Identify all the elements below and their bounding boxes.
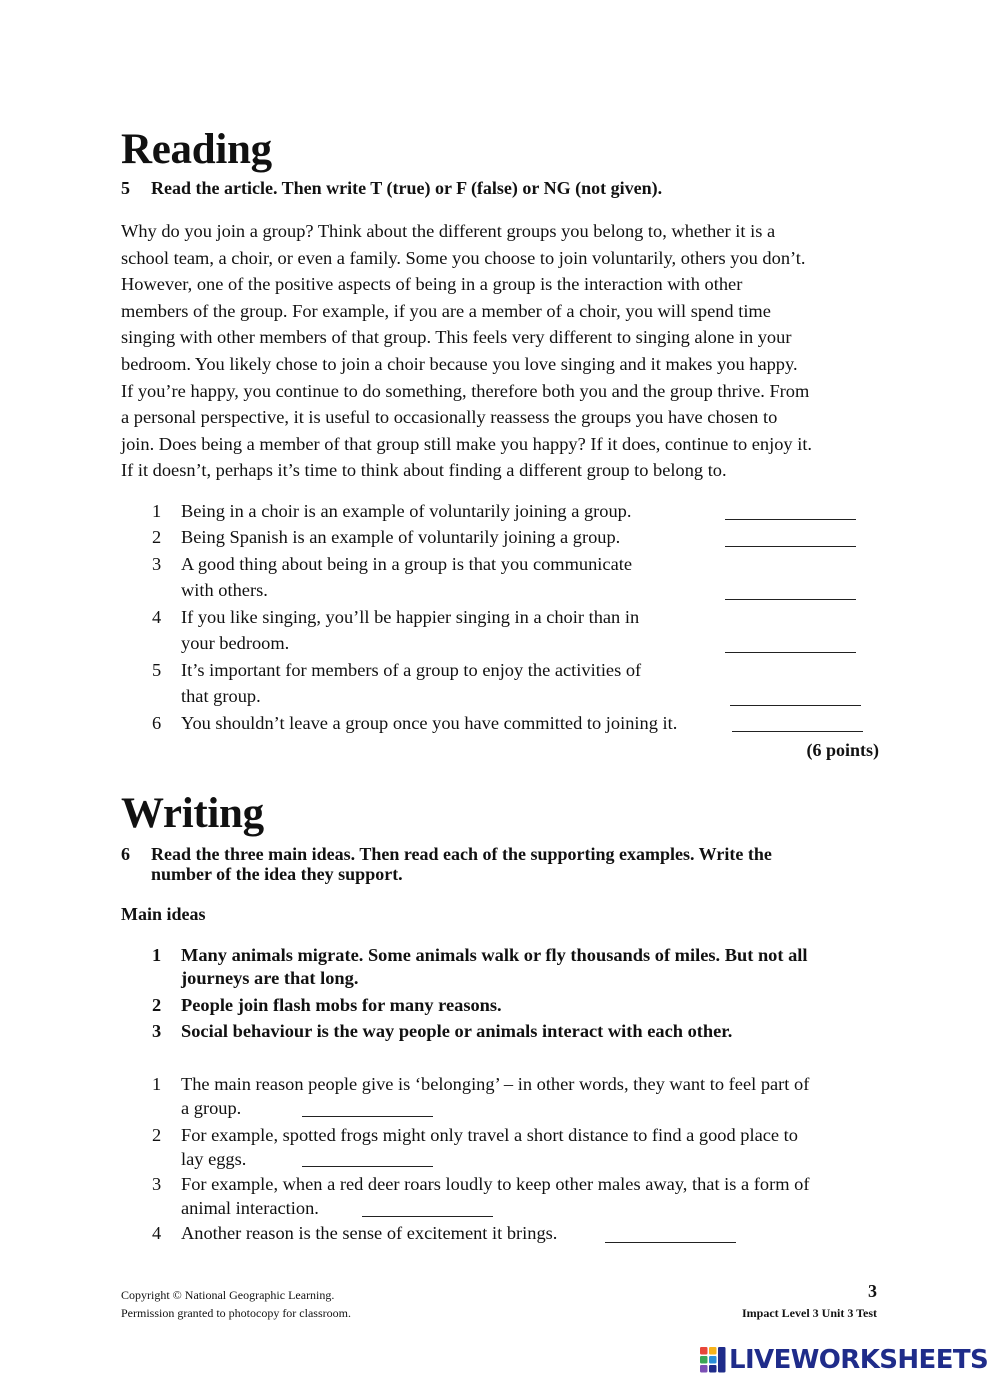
example-text: For example, spotted frogs might only travel a short distance to find a good place to (181, 1125, 798, 1145)
question-number: 2 (152, 527, 162, 547)
article-line: bedroom. You likely chose to join a choir because you love singing and it makes you happy. (121, 353, 798, 374)
question-number: 6 (152, 713, 162, 733)
main-idea-number: 1 (152, 945, 162, 965)
answer-blank[interactable] (605, 1242, 736, 1243)
main-idea-text: Many animals migrate. Some animals walk or fly thousands of miles. But not all (181, 945, 808, 965)
article-line: However, one of the positive aspects of being in a group is the interaction with other (121, 274, 743, 295)
question-item (152, 657, 712, 710)
example-text: For example, when a red deer roars loudly to keep other males away, that is a form of (181, 1174, 810, 1194)
question-item (152, 604, 712, 657)
writing-instruction (121, 844, 921, 884)
liveworksheets-wordmark: LIVEWORKSHEETS (729, 1345, 989, 1375)
instruction-number: 5 (121, 178, 130, 198)
reading-heading: Reading (121, 126, 272, 173)
article-line: singing with other members of that group. This feels very different to singing alone in your (121, 327, 792, 348)
writing-heading: Writing (121, 790, 264, 837)
permission-text: Permission granted to photocopy for classroom. (121, 1306, 351, 1320)
question-text: It’s important for members of a group to enjoy the activities of (181, 660, 642, 680)
question-item (152, 524, 712, 550)
answer-blank[interactable] (725, 519, 856, 520)
example-number: 2 (152, 1125, 162, 1145)
liveworksheets-icon (700, 1347, 726, 1373)
question-item (152, 710, 732, 736)
article-line: members of the group. For example, if you are a member of a choir, you will spend time (121, 300, 771, 321)
answer-blank[interactable] (725, 599, 856, 600)
test-name: Impact Level 3 Unit 3 Test (742, 1306, 877, 1320)
question-number: 4 (152, 607, 162, 627)
example-number: 4 (152, 1223, 162, 1243)
points-label: (6 points) (806, 740, 879, 760)
example-text: Another reason is the sense of excitement it brings. (181, 1223, 558, 1243)
example-item (152, 1172, 892, 1220)
question-item (152, 498, 712, 524)
example-number: 3 (152, 1174, 162, 1194)
reading-instruction (121, 178, 921, 198)
answer-blank[interactable] (732, 731, 863, 732)
question-text: your bedroom. (181, 633, 290, 653)
answer-blank[interactable] (730, 705, 861, 706)
answer-blank[interactable] (362, 1216, 493, 1217)
example-number: 1 (152, 1074, 162, 1094)
example-item (152, 1072, 892, 1120)
article-line: If it doesn’t, perhaps it’s time to think about finding a different group to belong to. (121, 460, 727, 481)
question-text: If you like singing, you’ll be happier singing in a choir than in (181, 607, 640, 627)
question-number: 1 (152, 501, 162, 521)
question-text: Being in a choir is an example of voluntarily joining a group. (181, 501, 632, 521)
question-item (152, 551, 712, 604)
question-text: You shouldn’t leave a group once you have committed to joining it. (181, 713, 678, 733)
liveworksheets-logo (700, 1343, 988, 1377)
question-number: 3 (152, 554, 162, 574)
example-text: The main reason people give is ‘belonging’ – in other words, they want to feel part of (181, 1074, 810, 1094)
instruction-text: Read the article. Then write T (true) or F (false) or NG (not given). (151, 178, 663, 198)
question-text: that group. (181, 686, 261, 706)
answer-blank[interactable] (302, 1166, 433, 1167)
question-number: 5 (152, 660, 162, 680)
main-idea-item (152, 994, 892, 1018)
example-text: a group. (181, 1098, 242, 1118)
article-line: a personal perspective, it is useful to occasionally reassess the groups you have chosen to (121, 407, 778, 428)
answer-blank[interactable] (302, 1116, 433, 1117)
answer-blank[interactable] (725, 652, 856, 653)
instruction-text: number of the idea they support. (151, 864, 403, 884)
article-line: join. Does being a member of that group still make you happy? If it does, continue to enjoy it. (121, 433, 813, 454)
instruction-text: Read the three main ideas. Then read each of the supporting examples. Write the (151, 844, 772, 864)
article-line: school team, a choir, or even a family. Some you choose to join voluntarily, others you don’t. (121, 247, 806, 268)
main-idea-text: Social behaviour is the way people or animals interact with each other. (181, 1021, 733, 1041)
article-line: If you’re happy, you continue to do something, therefore both you and the group thrive. From (121, 380, 810, 401)
main-idea-item (152, 1020, 892, 1044)
example-item (152, 1123, 892, 1171)
question-text: Being Spanish is an example of voluntarily joining a group. (181, 527, 621, 547)
answer-blank[interactable] (725, 546, 856, 547)
question-text: with others. (181, 580, 268, 600)
main-idea-text: People join flash mobs for many reasons. (181, 995, 502, 1015)
question-text: A good thing about being in a group is that you communicate (181, 554, 633, 574)
article-line: Why do you join a group? Think about the different groups you belong to, whether it is a (121, 221, 776, 241)
example-item (152, 1221, 892, 1245)
main-idea-number: 3 (152, 1021, 162, 1041)
main-ideas-label: Main ideas (121, 904, 206, 924)
instruction-number: 6 (121, 844, 130, 864)
main-idea-item (152, 944, 892, 994)
example-text: lay eggs. (181, 1149, 247, 1169)
copyright-text: Copyright © National Geographic Learning. (121, 1288, 335, 1302)
reading-article (121, 218, 891, 484)
example-text: animal interaction. (181, 1198, 319, 1218)
main-idea-number: 2 (152, 995, 162, 1015)
main-idea-text: journeys are that long. (181, 968, 359, 988)
page-number: 3 (868, 1281, 877, 1301)
